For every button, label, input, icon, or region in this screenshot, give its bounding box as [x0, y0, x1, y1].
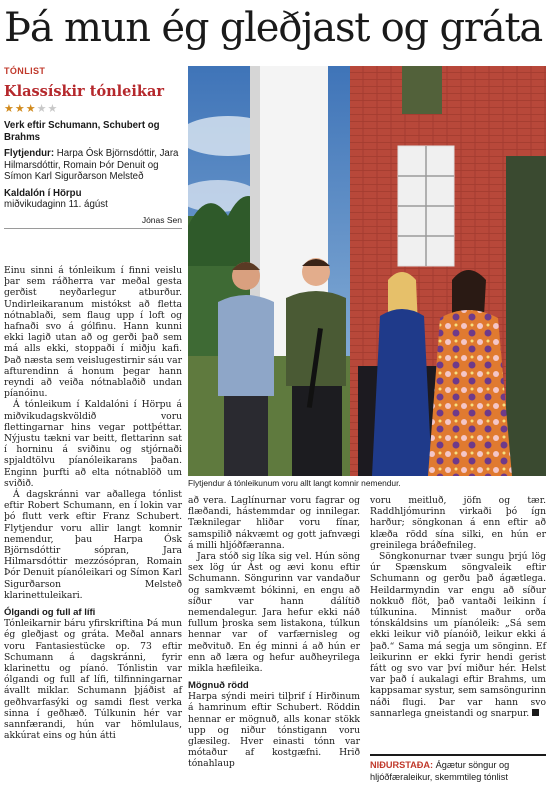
article-column-2 [188, 495, 360, 770]
article-paragraph: Einu sinni á tónleikum í finni veislu þar sem ráðherra var meðal gesta gerðist neyðarlegur atburður. Undirleikaranum mistókst að fletta nótnablaði, sem flaug upp í loft og hafnaði svo á gólfinu. Hann kunni ekki lagið utan að og gerði það sem má alls ekki, stoppaði í miðju kafi. Það næsta sem veislugestirnir sáu var afturendinn á honum þegar hann reyndi að veiða nótnablaðið undan píanóinu. [4, 265, 182, 400]
article-paragraph [370, 551, 546, 719]
photo-caption: Flytjendur á tónleikunum voru allt langt komnir nemendur. [188, 478, 401, 488]
star-filled-icon: ★ [25, 103, 37, 115]
verdict-text: Ágætur söngur og hljóðfæraleikur, skemmtileg tónlist [370, 760, 510, 782]
article-paragraph: Á tónleikum í Kaldalóni í Hörpu á miðvikudagskvöldið voru flettingarnar hins vegar pottþéttar. Nýjustu tækni var beitt, flettarinn sat í horninu á sviðinu og stjórnaði spjaldtölvu píanóleikarans þaðan. Enginn þurfti að elta nótnablöð um sviðið. [4, 399, 182, 489]
review-type-title: Klassískir tónleikar [4, 83, 164, 100]
section-label: TÓNLIST [4, 66, 46, 76]
headline: Þá mun ég gleðjast og gráta [4, 5, 542, 51]
article-paragraph: Jara stóð sig líka sig vel. Hún söng sex lög úr Ást og ævi konu eftir Schumann. Söngurinn var vandaður og samkvæmt bókinni, en engu að síður var hann dálítið nemendalegur. Jara hefur ekki náð fullum þroska sem listakona, túlkun hennar var of varfærnisleg og meðvituð. En ég minni á að hún er enn að læra og hefur auðheyrilega mikla hæfileika. [188, 551, 360, 675]
performers-label: Flytjendur: [4, 148, 55, 159]
star-filled-icon: ★ [14, 103, 26, 115]
article-paragraph: að vera. Laglínurnar voru fagrar og flæðandi, hástemmdar og innilegar. Tæknilegar hliðar voru fínar, samspilið nákvæmt og gott jafnvægi á milli hljóðfæranna. [188, 495, 360, 551]
venue-date [4, 188, 182, 211]
star-empty-icon: ★ [47, 103, 59, 115]
end-mark [532, 709, 539, 716]
performers [4, 148, 182, 183]
date: miðvikudaginn 11. ágúst [4, 199, 108, 210]
subheading: Mögnuð rödd [188, 680, 249, 692]
star-empty-icon: ★ [36, 103, 48, 115]
star-filled-icon: ★ [4, 103, 15, 115]
byline: Jónas Sen [4, 215, 182, 229]
verdict-box [370, 754, 546, 783]
performers-names: Harpa Ósk Björnsdóttir, Jara Hilmarsdóttir, Romain Þór Denuit og Símon Karl Sigurðarson Melsteð [4, 148, 179, 182]
verdict-label: NIÐURSTAÐA: [370, 760, 434, 770]
star-rating [4, 102, 182, 115]
article-column-1 [4, 265, 182, 741]
article-paragraph: Harpa sýndi meiri tilþrif í Hirðinum á hamrinum eftir Schubert. Röddin hennar er mögnuð, alls konar stökk upp og niður tónstigann voru glæsileg. Hver einasti tónn var mótaður af kostgæfni. Hrið tónahlaup [188, 691, 360, 770]
article-paragraph: Tónleikarnir báru yfirskriftina Þá mun ég gleðjast og gráta. Meðal annars voru Fantasiestücke op. 73 eftir Schumann á dagskránni, fyrir klarinettu og píanó. Tónlistin var ólgandi og full af lífi, tilfinningarnar ávallt miklar. Schumann þjáðist af geðhvarfasýki og samdi flest verka sinna í geðhæð. Túlkunin hér var sannfærandi, hún var hömlulaus, akkúrat eins og hún átti [4, 618, 182, 742]
subheading: Ólgandi og full af lífi [4, 607, 96, 619]
article-paragraph: Á dagskránni var aðallega tónlist eftir Robert Schumann, en í lokin var þó flutt verk eftir Franz Schubert. Flytjendur voru allir langt komnir nemendur, þau Harpa Ósk Björnsdóttir sópran, Jara Hilmarsdóttir mezzósópran, Romain Þór Denuit píanóleikari og Símon Karl Sigurðarson Melsteð klarinettuleikari. [4, 489, 182, 601]
review-info-box [4, 66, 182, 229]
article-paragraph: voru meitluð, jöfn og tær. Raddhljómurinn virkaði þó ígn harður; söngkonan á enn eftir að klæða rödd sína silki, en hún er greinilega bráðefnileg. [370, 495, 546, 551]
article-column-3 [370, 495, 546, 719]
article-paragraph-text: Söngkonurnar tvær sungu þrjú lög úr Spænskum söngvaleik eftir Schumann og gerðu það ágætlega. Heildarmyndin var engu að síður nokkuð flöt, það vantaði leikinn í túlkunina. Minnist maður orða tónskáldsins um píanóleik: „Sá sem ekki leikur við píanóið, leikur ekki á það.“ Sama má segja um sönginn. Ef leikurinn er ekki fyrir hendi gerist fátt og svo var því miður hér. Helst var það í aukalagi eftir Brahms, um kappsamar systur, sem samsöngurinn náði flugi. Þar var hann svo sannarlega gneistandi og snarpur. [370, 551, 546, 719]
program: Verk eftir Schumann, Schubert og Brahms [4, 120, 160, 143]
performers-photo [188, 66, 546, 476]
venue: Kaldalón í Hörpu [4, 187, 82, 199]
